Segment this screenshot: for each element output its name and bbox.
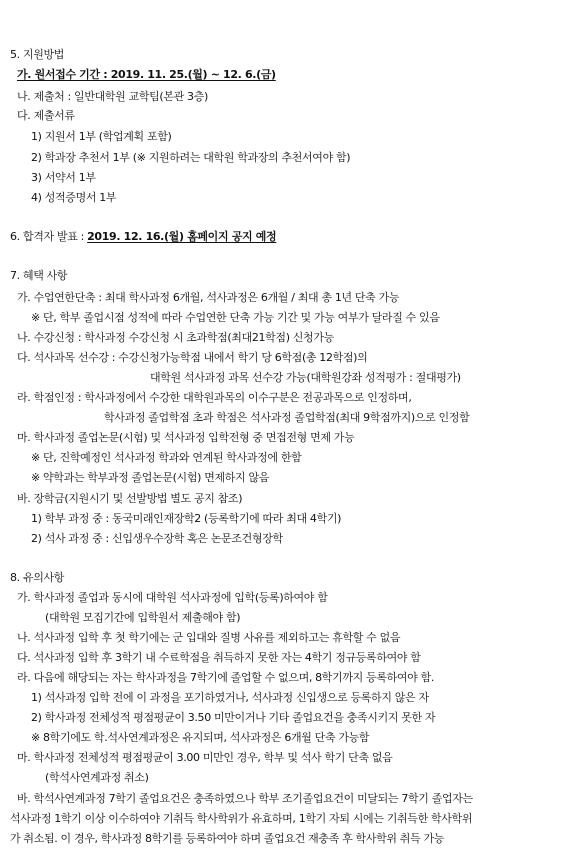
notice-e: 마. 학사과정 전체성적 평점평균이 3.00 미만인 경우, 학부 및 석사 학기 단축 없음 (17, 751, 393, 764)
required-documents-label: 다. 제출서류 (17, 109, 75, 122)
notice-c: 다. 석사과정 입학 후 3학기 내 수료학점을 취득하지 못한 자는 4학기 정규등록하여야 함 (17, 651, 421, 664)
notice-f-continued-2: 가 취소됨. 이 경우, 학사과정 8학기를 등록하여야 하며 졸업요건 재충족 후 학사학위 취득 가능 (10, 832, 445, 845)
notice-d-item-1: 1) 석사과정 입학 전에 이 과정을 포기하였거나, 석사과정 신입생으로 등록하지 않은 자 (31, 691, 429, 704)
benefit-f-item-2: 2) 석사 과정 중 : 신입생우수장학 혹은 논문조건형장학 (31, 532, 283, 545)
benefit-f-item-1: 1) 학부 과정 중 : 동국미래인재장학2 (등록학기에 따라 최대 4학기) (31, 512, 342, 525)
notice-d-item-2: 2) 학사과정 전체성적 평점평균이 3.50 미만이거나 기타 졸업요건을 충족시키지 못한 자 (31, 711, 436, 724)
notice-a: 가. 학사과정 졸업과 동시에 대학원 석사과정에 입학(등록)하여야 함 (17, 591, 328, 604)
benefit-a-note: ※ 단, 학부 졸업시점 성적에 따라 수업연한 단축 가능 기간 및 가능 여부가 달라질 수 있음 (31, 311, 440, 324)
document-item-1: 1) 지원서 1부 (학업계획 포함) (31, 130, 172, 143)
document-item-2: 2) 학과장 추천서 1부 (※ 지원하려는 대학원 학과장의 추천서여야 함) (31, 151, 351, 164)
document-item-3: 3) 서약서 1부 (31, 171, 96, 184)
benefit-c-continued: 대학원 석사과정 과목 선수강 가능(대학원강좌 성적평가 : 절대평가) (150, 371, 461, 384)
notice-f-continued-1: 석사과정 1학기 이상 이수하여야 기취득 학사학위가 유효하며, 1학기 자퇴 시에는 기취득한 학사학위 (10, 812, 473, 825)
submission-place: 나. 제출처 : 일반대학원 교학팀(본관 3층) (17, 90, 208, 103)
application-period: 가. 원서접수 기간 : 2019. 11. 25.(월) ~ 12. 6.(금) (17, 68, 276, 81)
announcement-label: 6. 합격자 발표 : (10, 230, 88, 243)
benefit-d: 라. 학점인정 : 학사과정에서 수강한 대학원과목의 이수구분은 전공과목으로 인정하며, (17, 391, 412, 404)
notice-e-continued: (학석사연계과정 취소) (45, 771, 149, 784)
benefit-d-continued: 학사과정 졸업학점 초과 학점은 석사과정 졸업학점(최대 9학점까지)으로 인정함 (104, 411, 470, 424)
announcement-date: 2019. 12. 16.(월) 홈페이지 공지 예정 (87, 230, 277, 243)
notice-d: 라. 다음에 해당되는 자는 학사과정을 7학기에 졸업할 수 없으며, 8학기까지 등록하여야 함. (17, 671, 435, 684)
section-6-heading (10, 229, 577, 245)
benefit-c: 다. 석사과목 선수강 : 수강신청가능학점 내에서 학기 당 6학점(총 12학점)의 (17, 351, 368, 364)
benefit-e-note-2: ※ 약학과는 학부과정 졸업논문(시험) 면제하지 않음 (31, 471, 270, 484)
notice-d-note: ※ 8학기에도 학.석사연계과정은 유지되며, 석사과정은 6개월 단축 가능함 (31, 731, 370, 744)
benefit-f: 바. 장학금(지원시기 및 선발방법 별도 공지 참조) (17, 492, 243, 505)
section-8-heading: 8. 유의사항 (10, 571, 65, 584)
benefit-e-note-1: ※ 단, 진학예정인 석사과정 학과와 연계된 학사과정에 한함 (31, 451, 302, 464)
document-item-4: 4) 성적증명서 1부 (31, 191, 117, 204)
notice-a-continued: (대학원 모집기간에 입학원서 제출해야 함) (45, 611, 241, 624)
notice-f: 바. 학석사연계과정 7학기 졸업요건은 충족하였으나 학부 조기졸업요건이 미달되는 7학기 졸업자는 (17, 792, 473, 805)
notice-b: 나. 석사과정 입학 후 첫 학기에는 군 입대와 질병 사유를 제외하고는 휴학할 수 없음 (17, 631, 401, 644)
benefit-e: 마. 학사과정 졸업논문(시험) 및 석사과정 입학전형 중 면접전형 면제 가능 (17, 431, 355, 444)
section-5-heading: 5. 지원방법 (10, 48, 65, 61)
benefit-a: 가. 수업연한단축 : 최대 학사과정 6개월, 석사과정은 6개월 / 최대 총 1년 단축 가능 (17, 291, 400, 304)
section-7-heading: 7. 혜택 사항 (10, 269, 68, 282)
benefit-b: 나. 수강신청 : 학사과정 수강신청 시 초과학점(최대21학점) 신청가능 (17, 331, 334, 344)
